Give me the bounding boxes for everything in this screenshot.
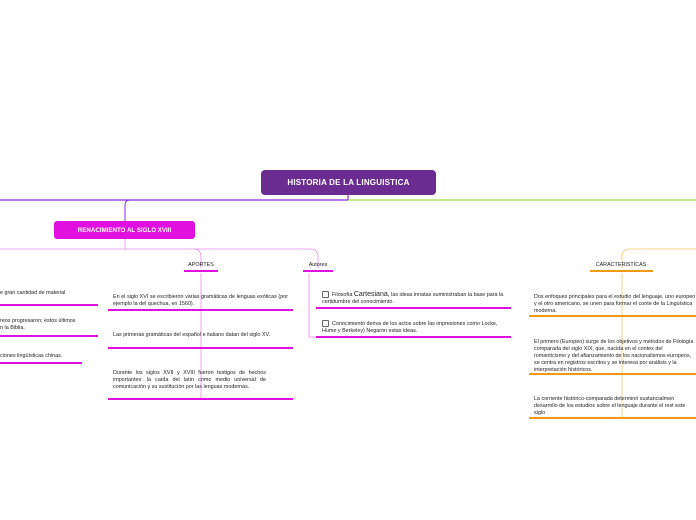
left-fragment-4[interactable]: ciones lingüísticas chinas. [0,353,63,359]
branch-topic-renacimiento[interactable]: RENACIMIENTO AL SIGLO XVIII [54,221,195,239]
caract-item-2[interactable]: El primero (Europeo) surge de los objetivos y métodos de Filología comparada del siglo XIX, que, nacida en el contex del romanticismo y del afianzamiento de los nacionalismos europeos, se centra en registros escritos y se interesa por análisis y la interpretación históricos. [534,339,694,373]
autores-item-2[interactable] [322,320,510,335]
autores-label[interactable]: Autores [308,262,328,268]
aportes-item-2[interactable]: Las primeras gramáticas del español e italiano datan del siglo XV. [113,332,271,338]
autores-item-1-emph: Cartesiana, [353,291,390,298]
pink-hub-line [0,249,318,268]
caract-item-3[interactable]: La corriente histórico-comparada determinó sustancialmen desarrollo de los estudios sobre el lenguaje durante el rest este siglo [534,396,686,416]
branch-connector [125,200,348,221]
aportes-label[interactable]: APORTES [188,262,214,268]
autores-item-2-text: Conocimiento deriva de los actos sobre las impresiones como Locke, Hume y Berkeley) Negaron estas ideas. [322,320,498,334]
left-fragment-2[interactable]: reos progresaron; éstos últimos [0,318,76,324]
aportes-item-3[interactable]: Durante los siglos XVII y XVIII fueron testigos de hechos importantes: la caída del latín como medio universal de comunicación y su sustitución por las lenguas modernas. [113,370,266,390]
checkbox-icon[interactable] [322,320,329,327]
autores-item-1-prefix: Filosofía [332,292,354,298]
autores-vertical [309,273,316,337]
caract-item-1[interactable]: Dos enfoques principales para el estudio del lenguaje, uno europeo y el otro americano, se unen para formar el conte de la Lingüística moderna. [534,294,696,314]
left-fragment-3[interactable]: n la Biblia. [0,325,25,331]
autores-item-1[interactable] [322,291,510,306]
caracteristicas-label[interactable]: CARACTERISTÍCAS [595,262,647,268]
checkbox-icon[interactable] [322,291,329,298]
left-fragment-1[interactable]: e gran cantidad de material [0,290,66,296]
root-topic[interactable]: HISTORIA DE LA LINGUISTICA [261,170,436,195]
aportes-item-1[interactable]: En el siglo XVI se escribieron varias gramáticas de lenguas exóticas (por ejemplo la del quechua, en 1560). [113,294,288,307]
autores-item-1-rest: las ideas innatas suministraban la base para la certidumbre del conocimiento. [322,292,504,305]
